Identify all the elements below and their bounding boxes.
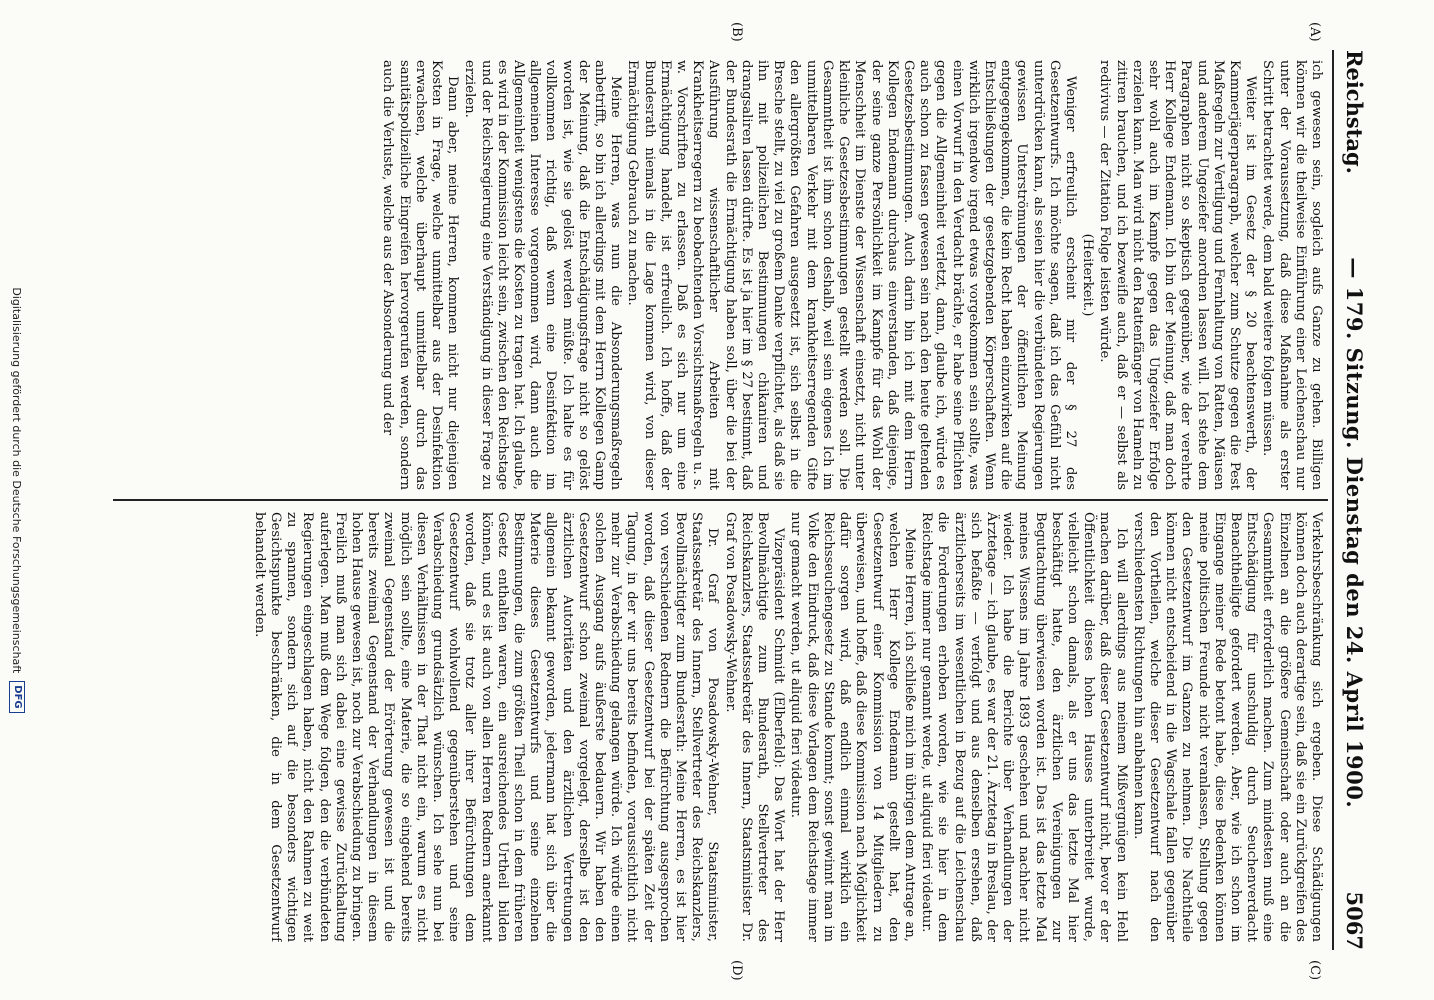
header-rule bbox=[1332, 50, 1334, 950]
header-left: Reichstag. bbox=[1342, 50, 1368, 174]
left-column bbox=[114, 60, 1324, 490]
paragraph: Verkehrsbeschränkung sich ergeben. Diese Schädigungen können doch auch derartige sein, daß sie ein Zurückgreifen des Einzelnen an die größere Gemeinschaft oder auch an die Gesammtheit erforderlich machen. Zum mindesten muß eine Entschädigung für unschuldig durch Seuchenverdacht Benachtheiligte gefordert werden. Aber, wie ich schon im Eingange meiner Rede betont habe, diese Bedenken können meine politischen Freunde nicht veranlassen, Stellung gegen den Gesetzentwurf im Ganzen zu nehmen. Die Nachtheile können nicht entscheidend in die Wagschale fallen gegenüber den Vortheilen, welche dieser Gesetzentwurf nach den verschiedensten Richtungen hin anbahnen kann. bbox=[1130, 512, 1324, 942]
column-divider bbox=[113, 499, 1328, 501]
page-header bbox=[1338, 50, 1372, 950]
margin-mark-a: (A) bbox=[1307, 22, 1322, 42]
margin-mark-d: (D) bbox=[729, 960, 744, 981]
paragraph: Vizepräsident Schmidt (Elberfeld): Das Wort hat der Herr Bevollmächtigte zum Bundesrath, Stellvertreter des Reichskanzlers, Staatssekretär des Innern, Staatsminister Dr. Graf von Posadowsky-Wehner. bbox=[722, 512, 787, 942]
margin-mark-b: (B) bbox=[729, 22, 744, 42]
digitization-credit bbox=[6, 0, 28, 1000]
paragraph: Dr. Graf von Posadowsky-Wehner, Staatsminister, Staatssekretär des Innern, Stellvertreter des Reichskanzlers, Bevollmächtigter zum Bundesrath: Meine Herren, es ist hier von verschiedenen Rednern die Befürchtung ausgesprochen worden, daß dieser Gesetzentwurf bei der späten Zeit der Tagung, in der wir uns bereits befinden, voraussichtlich nicht mehr zur Verabschiedung gelangen würde. Ich würde einen solchen Ausgang aufs äußerste bedauern. Wir haben den Gesetzentwurf schon zweimal vorgelegt, derselbe ist den ärztlichen Autoritäten und den ärztlichen Vertretungen allgemein bekannt geworden, jedermann hat sich über die Materie dieses Gesetzentwurfs und seine einzelnen Bestimmungen, die zum größten Theil schon in dem früheren Gesetz enthalten waren, ein ausreichendes Urtheil bilden können, und es ist auch von allen Herren Rednern anerkannt worden, daß sie trotz aller ihrer Befürchtungen dem Gesetzentwurf wohlwollend gegenüberstehen und seine Verabschiedung grundsätzlich wünschen. Ich sehe nun bei diesen Verhältnissen in der That nicht ein, warum es nicht möglich sein sollte, eine Materie, die so eingehend bereits zweimal Gegenstand der Erörterung gewesen ist und die bereits zweimal Gegenstand der Verhandlungen in diesem hohen Hause gewesen ist, noch zur Verabschiedung zu bringen. Freilich muß man sich dabei eine gewisse Zurückhaltung auferlegen. Man muß dem Wege folgen, den die verbündeten Regierungen eingeschlagen haben, nicht den Rahmen zu weit zu spannen, sondern sich auf die besonders wichtigen Gesichtspunkte beschränken, die in dem Gesetzentwurf behandelt werden. bbox=[251, 512, 721, 942]
header-title: — 179. Sitzung. Dienstag den 24. April 1900. bbox=[1342, 257, 1368, 809]
paragraph: Meine Herren, was nun die Absonderungsmaßregeln anbetrifft, so bin ich allerdings mit dem Herrn Kollegen Gamp der Meinung, daß die Entschädigungsfrage nicht so gelöst worden ist, wie sie gelöst werden müßte. Ich halte es für vollkommen richtig, daß wenn eine Desinfektion im allgemeinen Interesse vorgenommen wird, dann auch die Allgemeinheit wenigstens die Kosten zu tragen hat. Ich glaube, es wird in der Kommission leicht sein, zwischen den Reichstage und der Reichsregierung eine Verständigung in dieser Frage zu erzielen. bbox=[462, 60, 624, 490]
credit-text: Digitalisierung gefördert durch die Deutsche Forschungsgemeinschaft bbox=[10, 287, 24, 674]
paragraph: Weniger erfreulich erscheint mir der § 27 des Gesetzentwurfs. Ich möchte sagen, daß ich das Gefühl nicht unterdrücken kann, als seien hier die verbündeten Regierungen gewissen Unterströmungen der öffentlichen Meinung entgegengekommen, die kein Recht haben einzuwirken auf die Entschließungen der gesetzgebenden Körperschaften. Wenn wirklich irgendwo irgend etwas vorgekommen sein sollte, was einen Vorwurf in den Verdacht brächte, er habe seine Pflichten gegen die Allgemeinheit verletzt, dann, glaube ich, würde es auch schon zu fassen gewesen sein nach den heute geltenden Gesetzesbestimmungen. Auch darin bin ich mit dem Herrn Kollegen Endemann durchaus einverstanden, daß diejenige, der seine ganze Persönlichkeit im Kampfe für das Wohl der Menschheit im Dienste der Wissenschaft einsetzt, nicht unter kleinliche Gesetzesbestimmungen gestellt werden soll. Die Gesammtheit ist ihm schon deshalb, weil sein eigenes Ich im unmittelbaren Verkehr mit dem krankheitserregenden Gifte den allergrößten Gefahren ausgesetzt ist, sich selbst in die Bresche stellt, zu viel zu großem Danke verpflichtet, als daß sie ihn mit polizeilichen Bestimmungen chikaniren und drangsaliren lassen dürfte. Es ist ja hier im § 27 bestimmt, daß der Bundesrath die Ermächtigung haben soll, über die bei der Ausführung wissenschaftlicher Arbeiten mit Krankheitserregern zu beobachtenden Vorsichtsmaßregeln u. s. w. Vorschriften zu erlassen. Daß es sich nur um eine Ermächtigung handelt, ist erfreulich. Ich hoffe, daß der Bundesrath niemals in die Lage kommen wird, von dieser Ermächtigung Gebrauch zu machen. bbox=[625, 60, 1078, 490]
paragraph: ich gewesen sein, sogleich aufs Ganze zu gehen. Billigen können wir die theilweise Einführung einer Leichenschau nur unter der Voraussetzung, daß diese Maßnahme als erster Schritt betrachtet werde, dem bald weitere folgen müssen. bbox=[1260, 60, 1324, 490]
paragraph: Ich will allerdings aus meinem Mißvergnügen kein Hehl machen darüber, daß dieser Gesetzentwurf nicht, bevor er der Öffentlichkeit dieses hohen Hauses unterbreitet wurde, vielleicht schon damals, als er uns das letzte Mal hier beschäftigt hatte, den ärztlichen Vereinigungen zur Begutachtung überwiesen worden ist. Das ist das letzte Mal meines Wissens im Jahre 1893 geschehen und nachher nicht wieder. Ich habe die Berichte über Verhandlungen der Ärztetage — ich glaube, es war der 21. Ärztetag in Breslau, der sich befaßte — verfolgt und aus denselben ersehen, daß ärztlicherseits im wesentlichen in Bezug auf die Leichenschau die Forderungen erhoben worden, wie sie hier in dem Reichstage immer nur genannt werde, ut aliquid fieri videatur. bbox=[919, 512, 1129, 942]
paragraph: Meine Herren, ich schließe mich im übrigen dem Antrage an, welchen Herr Kollege Endemann gestellt hat, den Gesetzentwurf einer Kommission von 14 Mitgliedern zu überweisen, und hoffe, daß diese Kommission nach Möglichkeit dafür sorgen wird, daß endlich einmal wirklich ein Reichsseuchengesetz zu Stande kommt; sonst gewinnt man im Volke den Eindruck, daß diese Vorlagen dem Reichstage immer nur gemacht werden, ut aliquid fieri videatur. bbox=[788, 512, 917, 942]
page-number: 5067 bbox=[1342, 891, 1368, 950]
margin-mark-c: (C) bbox=[1307, 960, 1322, 981]
paragraph-interjection: (Heiterkeit.) bbox=[1080, 233, 1096, 317]
paragraph: Dann aber, meine Herren, kommen nicht nur diejenigen Kosten in Frage, welche unmittelbar aus der Desinfektion erwachsen, welche überhaupt unmittelbar durch das sanitätspolizeiliche Eingreifen hervorgerufen werden, sondern auch die Verluste, welche aus der Absonderung und der bbox=[380, 60, 461, 490]
right-column bbox=[114, 512, 1324, 942]
dfg-logo: DFG bbox=[9, 681, 25, 712]
paragraph: Weiter ist im Gesetz der § 20 beachtenswerth, der Kammerjägerparagraph, welcher zum Schutze gegen die Pest Maßregeln zur Vertilgung und Fernhaltung von Ratten, Mäusen und anderem Ungeziefer anordnen lassen will. Ich stehe dem Paragraphen nicht so skeptisch gegenüber, wie der verehrte Herr Kollege Endemann. Ich bin der Meinung, daß man doch sehr wohl auch im Kampfe gegen das Ungeziefer Erfolge erzielen kann. Man wird nicht den Rattenfänger von Hameln zu zitiren brauchen, und ich bezweifle auch, daß er — selbst als redivivus — der Zitation Folge leisten würde. bbox=[1097, 60, 1259, 490]
